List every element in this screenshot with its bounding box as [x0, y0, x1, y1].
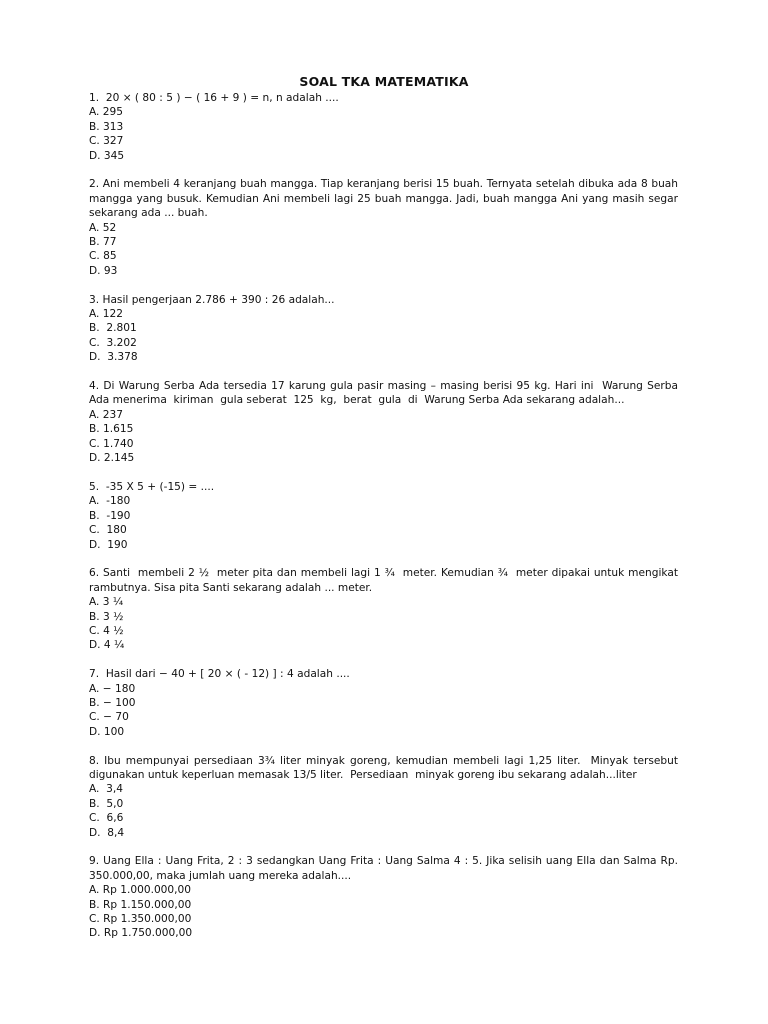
- question-text: 3. Hasil pengerjaan 2.786 + 390 : 26 adalah...: [89, 293, 335, 306]
- question-text: 4. Di Warung Serba Ada tersedia 17 karung gula pasir masing – masing berisi 95 kg. Hari ini Warung Serba Ada menerima kiriman gula seberat 125 kg, berat gula di Warung Serba Ada sekarang adalah...: [89, 380, 682, 407]
- option-b: B. -190: [89, 509, 131, 522]
- option-b: B. 2.801: [89, 322, 137, 335]
- question-8: [89, 754, 682, 840]
- option-a: A. -180: [89, 495, 131, 508]
- option-b: B. 313: [89, 120, 124, 133]
- question-text: 2. Ani membeli 4 keranjang buah mangga. Tiap keranjang berisi 15 buah. Ternyata setelah dibuka ada 8 buah mangga yang busuk. Kemudian Ani membeli lagi 25 buah mangga. Jadi, buah mangga Ani yang masih segar sekarang ada ... buah.: [89, 178, 682, 220]
- question-list: [89, 91, 682, 955]
- option-d: D. 345: [89, 149, 125, 162]
- option-b: B. 1.615: [89, 423, 134, 436]
- option-b: B. 77: [89, 236, 117, 249]
- question-6: [89, 566, 682, 652]
- option-c: C. 1.740: [89, 437, 134, 450]
- option-c: C. 180: [89, 524, 127, 537]
- question-text: 6. Santi membeli 2 ½ meter pita dan membeli lagi 1 ¾ meter. Kemudian ¾ meter dipakai untuk mengikat rambutnya. Sisa pita Santi sekarang adalah ... meter.: [89, 567, 682, 594]
- option-a: A. 3,4: [89, 783, 124, 796]
- question-text: 7. Hasil dari − 40 + [ 20 × ( - 12) ] : 4 adalah ....: [89, 668, 350, 681]
- question-9: [89, 854, 682, 940]
- option-a: A. 295: [89, 106, 124, 119]
- question-2: [89, 177, 682, 278]
- question-text: 8. Ibu mempunyai persediaan 3¾ liter minyak goreng, kemudian membeli lagi 1,25 liter. Minyak tersebut digunakan untuk keperluan memasak 13/5 liter. Persediaan minyak goreng ibu sekarang adalah...liter: [89, 754, 682, 781]
- option-a: A. 52: [89, 221, 117, 234]
- option-d: D. Rp 1.750.000,00: [89, 927, 193, 940]
- question-4: [89, 379, 682, 465]
- question-text: 9. Uang Ella : Uang Frita, 2 : 3 sedangkan Uang Frita : Uang Salma 4 : 5. Jika selisih uang Ella dan Salma Rp. 350.000,00, maka jumlah uang mereka adalah....: [89, 855, 682, 882]
- question-7: [89, 667, 678, 739]
- question-3: [89, 293, 678, 365]
- option-c: C. 3.202: [89, 336, 137, 349]
- document-title: SOAL TKA MATEMATIKA: [299, 74, 469, 89]
- question-5: [89, 480, 678, 552]
- option-c: C. 6,6: [89, 812, 124, 825]
- option-b: B. − 100: [89, 696, 136, 709]
- option-d: D. 8,4: [89, 826, 125, 839]
- option-d: D. 93: [89, 264, 118, 277]
- option-d: D. 3.378: [89, 351, 138, 364]
- option-b: B. Rp 1.150.000,00: [89, 898, 192, 911]
- option-a: A. Rp 1.000.000,00: [89, 884, 192, 897]
- question-1: [89, 91, 678, 163]
- option-a: A. 237: [89, 408, 124, 421]
- option-c: C. 327: [89, 135, 124, 148]
- option-b: B. 5,0: [89, 797, 124, 810]
- option-c: C. 4 ½: [89, 624, 124, 637]
- option-d: D. 190: [89, 538, 128, 551]
- option-c: C. − 70: [89, 711, 129, 724]
- option-a: A. 122: [89, 308, 124, 321]
- option-a: A. − 180: [89, 682, 136, 695]
- option-a: A. 3 ¼: [89, 596, 124, 609]
- option-d: D. 2.145: [89, 452, 135, 465]
- option-d: D. 4 ¼: [89, 639, 125, 652]
- question-text: 1. 20 × ( 80 : 5 ) − ( 16 + 9 ) = n, n adalah ....: [89, 92, 339, 104]
- question-text: 5. -35 X 5 + (-15) = ....: [89, 480, 215, 493]
- option-c: C. 85: [89, 250, 117, 263]
- option-c: C. Rp 1.350.000,00: [89, 913, 192, 926]
- option-b: B. 3 ½: [89, 610, 124, 623]
- option-d: D. 100: [89, 725, 125, 738]
